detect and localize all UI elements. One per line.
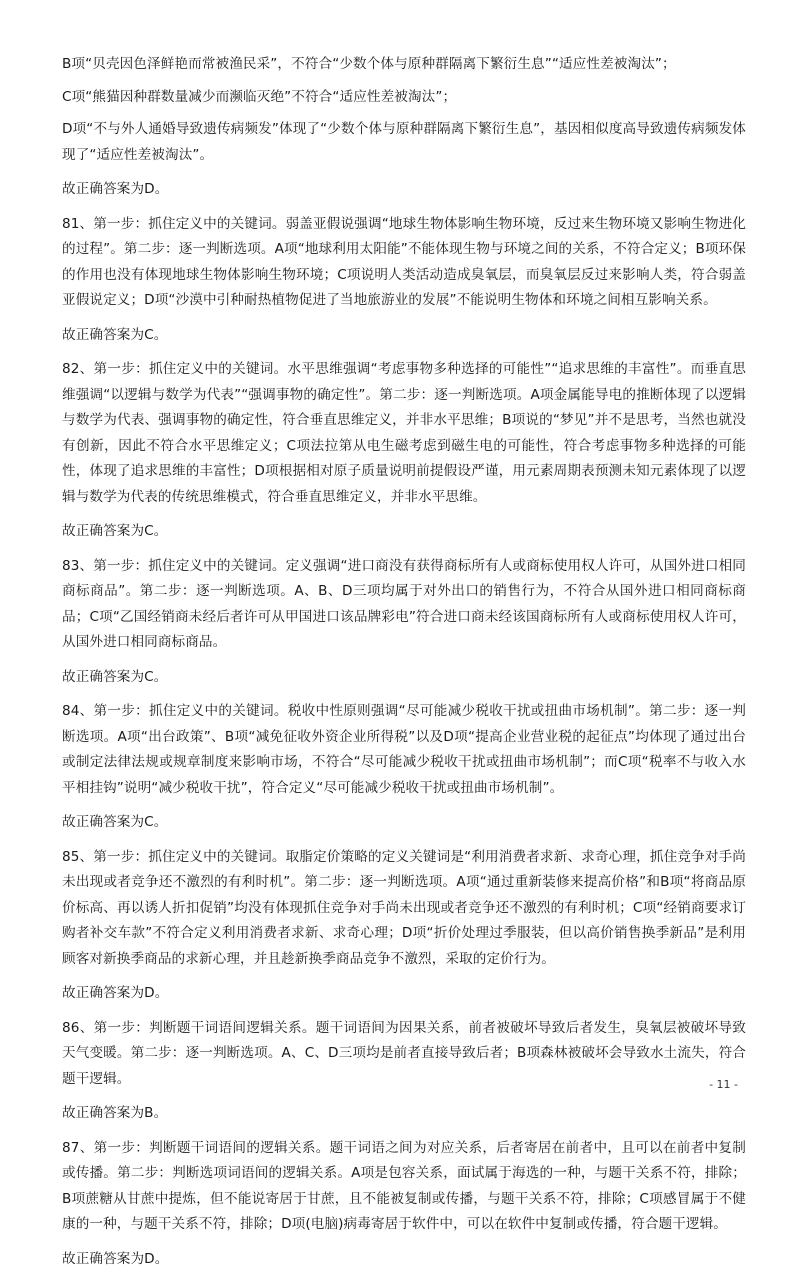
explanation-83: 83、第一步：抓住定义中的关键词。定义强调“进口商没有获得商标所有人或商标使用权人许可，从国外进口相同商标商品”。第二步：逐一判断选项。A、B、D三项均属于对外出口的销售行为，不符合从国外进口相同商标商品；C项“乙国经销商未经后者许可从甲国进口该品牌彩电”符合进口商未经该国商标所有人或商标使用权人许可，从国外进口相同商标商品。 bbox=[62, 557, 746, 650]
explanation-82: 82、第一步：抓住定义中的关键词。水平思维强调“考虑事物多种选择的可能性”“追求思维的丰富性”。而垂直思维强调“以逻辑与数学为代表”“强调事物的确定性”。第二步：逐一判断选项。A项金属能导电的推断体现了以逻辑与数学为代表、强调事物的确定性，符合垂直思维定义，并非水平思维；B项说的“梦见”并不是思考，当然也就没有创新，因此不符合水平思维定义；C项法拉第从电生磁考虑到磁生电的可能性，符合考虑事物多种选择的可能性，体现了追求思维的丰富性；D项根据相对原子质量说明前提假设严谨，用元素周期表预测未知元素体现了以逻辑与数学为代表的传统思维模式，符合垂直思维定义，并非水平思维。 bbox=[62, 361, 746, 505]
explanation-87: 87、第一步：判断题干词语间的逻辑关系。题干词语之间为对应关系，后者寄居在前者中，且可以在前者中复制或传播。第二步：判断选项词语间的逻辑关系。A项是包容关系，面试属于海选的一种，与题干关系不符，排除；B项蔗糖从甘蔗中提炼，但不能说寄居于甘蔗，且不能被复制或传播，与题干关系不符，排除；C项感冒属于不健康的一种，与题干关系不符，排除；D项(电脑)病毒寄居于软件中，可以在软件中复制或传播，符合题干逻辑。 bbox=[62, 1139, 746, 1232]
answer-87: 故正确答案为D。 bbox=[62, 1250, 169, 1267]
explanation-81: 81、第一步：抓住定义中的关键词。弱盖亚假说强调“地球生物体影响生物环境，反过来生物环境又影响生物进化的过程”。第二步：逐一判断选项。A项“地球利用太阳能”不能体现生物与环境之间的关系，不符合定义；B项环保的作用也没有体现地球生物体影响生物环境；C项说明人类活动造成臭氧层，而臭氧层反过来影响人类，符合弱盖亚假说定义；D项“沙漠中引种耐热植物促进了当地旅游业的发展”不能说明生物体和环境之间相互影响关系。 bbox=[62, 215, 746, 308]
explanation-84: 84、第一步：抓住定义中的关键词。税收中性原则强调“尽可能减少税收干扰或扭曲市场机制”。第二步：逐一判断选项。A项“出台政策”、B项“减免征收外资企业所得税”以及D项“提高企业营业税的起征点”均体现了通过出台或制定法律法规或规章制度来影响市场，不符合“尽可能减少税收干扰或扭曲市场机制”；而C项“税率不与收入水平相挂钩”说明“减少税收干扰”，符合定义“尽可能减少税收干扰或扭曲市场机制”。 bbox=[62, 703, 746, 796]
answer-84: 故正确答案为C。 bbox=[62, 814, 168, 830]
answer-86: 故正确答案为B。 bbox=[62, 1105, 168, 1121]
answer-83: 故正确答案为C。 bbox=[62, 668, 168, 685]
paragraph-option-d: D项“不与外人通婚导致遗传病频发”体现了“少数个体与原种群隔离下繁衍生息”，基因相似度高导致遗传病频发体现了“适应性差被淘汰”。 bbox=[62, 121, 746, 163]
answer-81: 故正确答案为C。 bbox=[62, 326, 168, 343]
page-number: - 11 - bbox=[709, 1078, 738, 1091]
explanation-85: 85、第一步：抓住定义中的关键词。取脂定价策略的定义关键词是“利用消费者求新、求奇心理，抓住竞争对手尚未出现或者竞争还不激烈的有利时机”。第二步：逐一判断选项。A项“通过重新装修来提高价格”和B项“将商品原价标高、再以诱人折扣促销”均没有体现抓住竞争对手尚未出现或者竞争还不激烈的有利时机；C项“经销商要求订购者补交车款”不符合定义利用消费者求新、求奇心理；D项“折价处理过季服装，但以高价销售换季新品”是利用顾客对新换季商品的求新心理，并且趁新换季商品竞争不激烈，采取的定价行为。 bbox=[62, 848, 746, 967]
document-page bbox=[62, 52, 746, 1281]
paragraph-option-b: B项“贝壳因色泽鲜艳而常被渔民采”，不符合“少数个体与原种群隔离下繁衍生息”“适应性差被淘汰”； bbox=[62, 56, 676, 72]
answer-80: 故正确答案为D。 bbox=[62, 181, 169, 197]
answer-85: 故正确答案为D。 bbox=[62, 985, 169, 1001]
answer-82: 故正确答案为C。 bbox=[62, 523, 168, 539]
explanation-86: 86、第一步：判断题干词语间逻辑关系。题干词语间为因果关系，前者被破坏导致后者发生，臭氧层被破坏导致天气变暖。第二步：逐一判断选项。A、C、D三项均是前者直接导致后者；B项森林被破坏会导致水土流失，符合题干逻辑。 bbox=[62, 1019, 746, 1087]
paragraph-option-c: C项“熊猫因种群数量减少而濒临灭绝”不符合“适应性差被淘汰”； bbox=[62, 88, 457, 105]
